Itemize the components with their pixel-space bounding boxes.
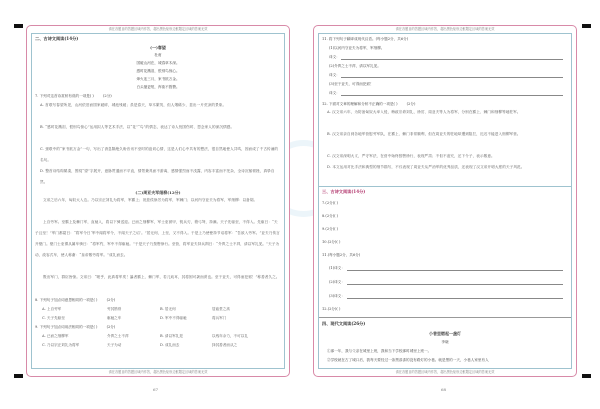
q9-option: A. 已而之细柳军	[42, 334, 69, 338]
passage-paragraph: 文帝之后六年，匈奴大入边。乃以宗正刘礼为将军，军霸上；祝兹侯徐厉为将军，军棘门；以河内守亚夫为将军，军细柳：以备胡。	[43, 198, 258, 202]
section-divider	[319, 317, 571, 318]
q11-source-1: (1)以河内守亚夫为将军，军细柳。	[329, 46, 385, 50]
q9-option: 择其善者而从之	[212, 343, 238, 347]
poem-line: 感时花溅泪，恨别鸟惊心。	[136, 69, 180, 73]
answer-q11-label: 11.(每小题2分，共6分)	[322, 253, 361, 257]
article-title: 小巷里燃起一盏灯	[429, 331, 461, 336]
poem-title: (一)春望	[150, 45, 166, 50]
question-7-option-a: A. 首联写春望所见，山河依旧而国家破碎，城池残破；虽是春天，草木繁茂，但人烟稀少，显出一片荒凉的景象。	[40, 103, 227, 107]
answer-frame	[31, 33, 285, 369]
answer-q9[interactable]: 9.(2分)( )	[322, 227, 339, 231]
question-12-option-a: A. 汉文帝六年，为防备匈奴大举入侵，梅政宗命刘礼、徐厉、周亚夫等人为将军，分别在霸上、棘门和细柳等地驻军。	[327, 110, 521, 114]
q11-translation-line-2[interactable]	[341, 77, 563, 78]
answer-q10[interactable]: 10.(2分)( )	[322, 240, 341, 244]
page-number-right: 68	[441, 387, 447, 392]
q8-option: D. 军中不得驱驰	[160, 316, 187, 320]
q8-option: C. 天子先驱至	[42, 316, 65, 320]
section-divider	[319, 186, 571, 187]
answer-section-title: 三、古诗文阅读(14分)	[322, 189, 366, 194]
q11-source-2: (2)介胄之士不拜，请以军礼见。	[329, 64, 381, 68]
answer-q8[interactable]: 8.(2分)( )	[322, 214, 339, 218]
page-header-note: 请在各题目的答题区域内作答，超出黑色矩形边框限定区域的答案无效	[395, 27, 495, 31]
page-number-left: 67	[153, 387, 159, 392]
registration-mark-top-right	[582, 24, 591, 28]
q8-option: B. 居无何	[160, 307, 176, 311]
question-7-stem: 7. 下列对这首诗赏析有误的一项是( ) (2分)	[35, 94, 112, 98]
registration-mark-bottom-right	[582, 374, 591, 378]
passage-title: (二)周亚夫军细柳(12分)	[135, 190, 181, 195]
question-8-stem: 8. 下列句子加点词意思相同的一项是( ) (2分)	[35, 298, 116, 302]
answer-frame	[318, 33, 572, 369]
q11-translation-label-2: 译文：	[329, 73, 340, 77]
q9-option: 天子为动	[107, 343, 122, 347]
answer-q11-3-label: (3)译文：	[329, 294, 345, 298]
poem-author: 杜甫	[154, 53, 162, 57]
q11-translation-label-1: 译文：	[329, 55, 340, 59]
answer-q11-2-line[interactable]	[347, 284, 563, 285]
answer-q11-3-line[interactable]	[347, 298, 563, 299]
question-12-option-b: B. 汉文帝亲自到各地军营慰劳军队，在霸上、棘门非常顺利，但在周亚夫的驻地却遭到阻拦，迟迟不能进入细柳军营。	[327, 132, 521, 136]
section-title: 二、古诗文阅读(14分)	[35, 36, 79, 41]
modern-section-title: 四、现代文阅读(26分)	[322, 321, 366, 326]
answer-q11-1-line[interactable]	[347, 270, 563, 271]
page-footer-note: 请在各题目的答题区域内作答，超出黑色矩形边框限定区域的答案无效	[108, 370, 208, 374]
question-9-stem: 9. 下列句子加点词用法相同的一项是( ) (2分)	[35, 325, 116, 329]
question-12-option-c: C. 汉文帝深明大义，严守军法，在营中始终按辔徐行，表现严肃；不但不追究，还下令子，表示敬意。	[327, 154, 495, 158]
article-paragraph: ①那一年，我与父亲在城里上班，我和当下学校那时城里上班一。	[327, 349, 432, 353]
answer-q11-2-label: (2)译文：	[329, 280, 345, 284]
answer-q7[interactable]: 7.(2分)( )	[322, 201, 339, 205]
poem-line: 国破山河在，城春草木深。	[136, 61, 180, 65]
q8-option: A. 上自劳军	[42, 307, 62, 311]
article-paragraph: ②学校就在古了城口后，我每天要经过一条黑漆漆的没有路灯的小巷。就是黑的一天，小巷人家里有人	[327, 358, 489, 362]
q8-option: 劳其筋骨	[107, 307, 122, 311]
question-12-option-d: D. 本文运用对比手法和典型的细节描写，不仅表现了周亚夫从严治军的优秀品质，还表现了汉文帝开明大度的天子风范。	[327, 165, 525, 169]
question-7-option-c: C. 颈联中的“家书抵万金”一句，写出了消息隔绝久盼音讯不至时的迫切心情，这是人们心中共有的想法，很自然地使人共鸣，因而成了千古传诵的名句。	[40, 147, 279, 162]
article-author: 李晓	[441, 340, 449, 344]
q9-option: B. 请以军礼见	[160, 334, 183, 338]
registration-mark-top-left	[14, 24, 23, 28]
q11-translation-label-3: 译文：	[329, 91, 340, 95]
answer-q11-1-label: (1)译文：	[329, 266, 345, 270]
exam-page-right	[313, 25, 577, 377]
poem-line: 白头搔更短，浑欲不胜簪。	[136, 85, 180, 89]
q9-option: D. 成礼而去	[160, 343, 180, 347]
q9-option: C. 乃以宗正刘礼为将军	[42, 343, 80, 347]
q11-translation-line-3[interactable]	[341, 95, 563, 96]
passage-paragraph: 既出军门，群臣皆惊。文帝曰：“嗟乎，此真将军矣！曩者霸上、棘门军，若儿戏耳，其将固可袭而虏也。至于亚夫，可得而犯邪！”称善者久之。	[43, 275, 280, 279]
exam-page-left	[26, 25, 290, 377]
page-header-note: 请在各题目的答题区域内作答，超出黑色矩形边框限定区域的答案无效	[108, 27, 208, 31]
q8-option: 驱驰之车	[107, 316, 122, 320]
q11-translation-line-1[interactable]	[341, 59, 563, 60]
question-12-stem: 12. 下面对文章的理解和分析不正确的一项是( ) (2分)	[322, 102, 416, 106]
q11-source-3: (3)至于亚夫，可得而犯邪！	[329, 82, 374, 86]
answer-q12[interactable]: 12.(2分)( )	[322, 307, 341, 311]
page-footer-note: 请在各题目的答题区域内作答，超出黑色矩形边框限定区域的答案无效	[395, 370, 495, 374]
question-11-stem: 11. 将下列句子翻译成现代汉语。(每小题2分，共6分)	[322, 37, 409, 41]
q8-option: 将兵军门	[212, 316, 227, 320]
q8-option: 居庙堂之高	[212, 307, 230, 311]
q9-option: 介胄之士不拜	[107, 334, 129, 338]
passage-paragraph: 上自劳军。至霸上及棘门军，直驰入，将以下骑送迎。已而之细柳军，军士吏被甲，锐兵刃，彀弓弩，持满。天子先驱至，不得入。先驱曰：“天子且至！”军门都尉曰：“将军令曰‘军中闻将军令，不闻天子之诏’。”居无何，上至，又不得入。于是上乃使使持节诏将军：“吾欲入劳军。”亚夫乃传言开壁门。壁门士吏谓从属车骑曰：“将军约，军中不得驱驰。”于是天子乃按辔徐行。至营，将军亚夫持兵揖曰：“介胄之士不拜，请以军礼见。”天子为动，改容式车，使人称谢：“皇帝敬劳将军。”成礼而去。	[35, 220, 280, 257]
question-7-option-b: B. “感时花溅泪，恨别鸟惊心”运用拟人等艺术手法，以“花”“鸟”的情态，表达了诗人忧国伤时、思念家人的深沉情感。	[40, 125, 235, 129]
q9-option: 以残年余力，不可以礼	[212, 334, 248, 338]
question-7-option-d: D. 整首诗结构紧凑，围绕“望”字展开，意脉贯通而不平直，情景兼具而不游离，感情强烈而不浅露，内容丰富而不芜杂，全诗沉郁顿挫，真挚自然。	[40, 169, 275, 184]
poem-line: 烽火连三月，家书抵万金。	[136, 77, 180, 81]
registration-mark-bottom-left	[14, 374, 23, 378]
